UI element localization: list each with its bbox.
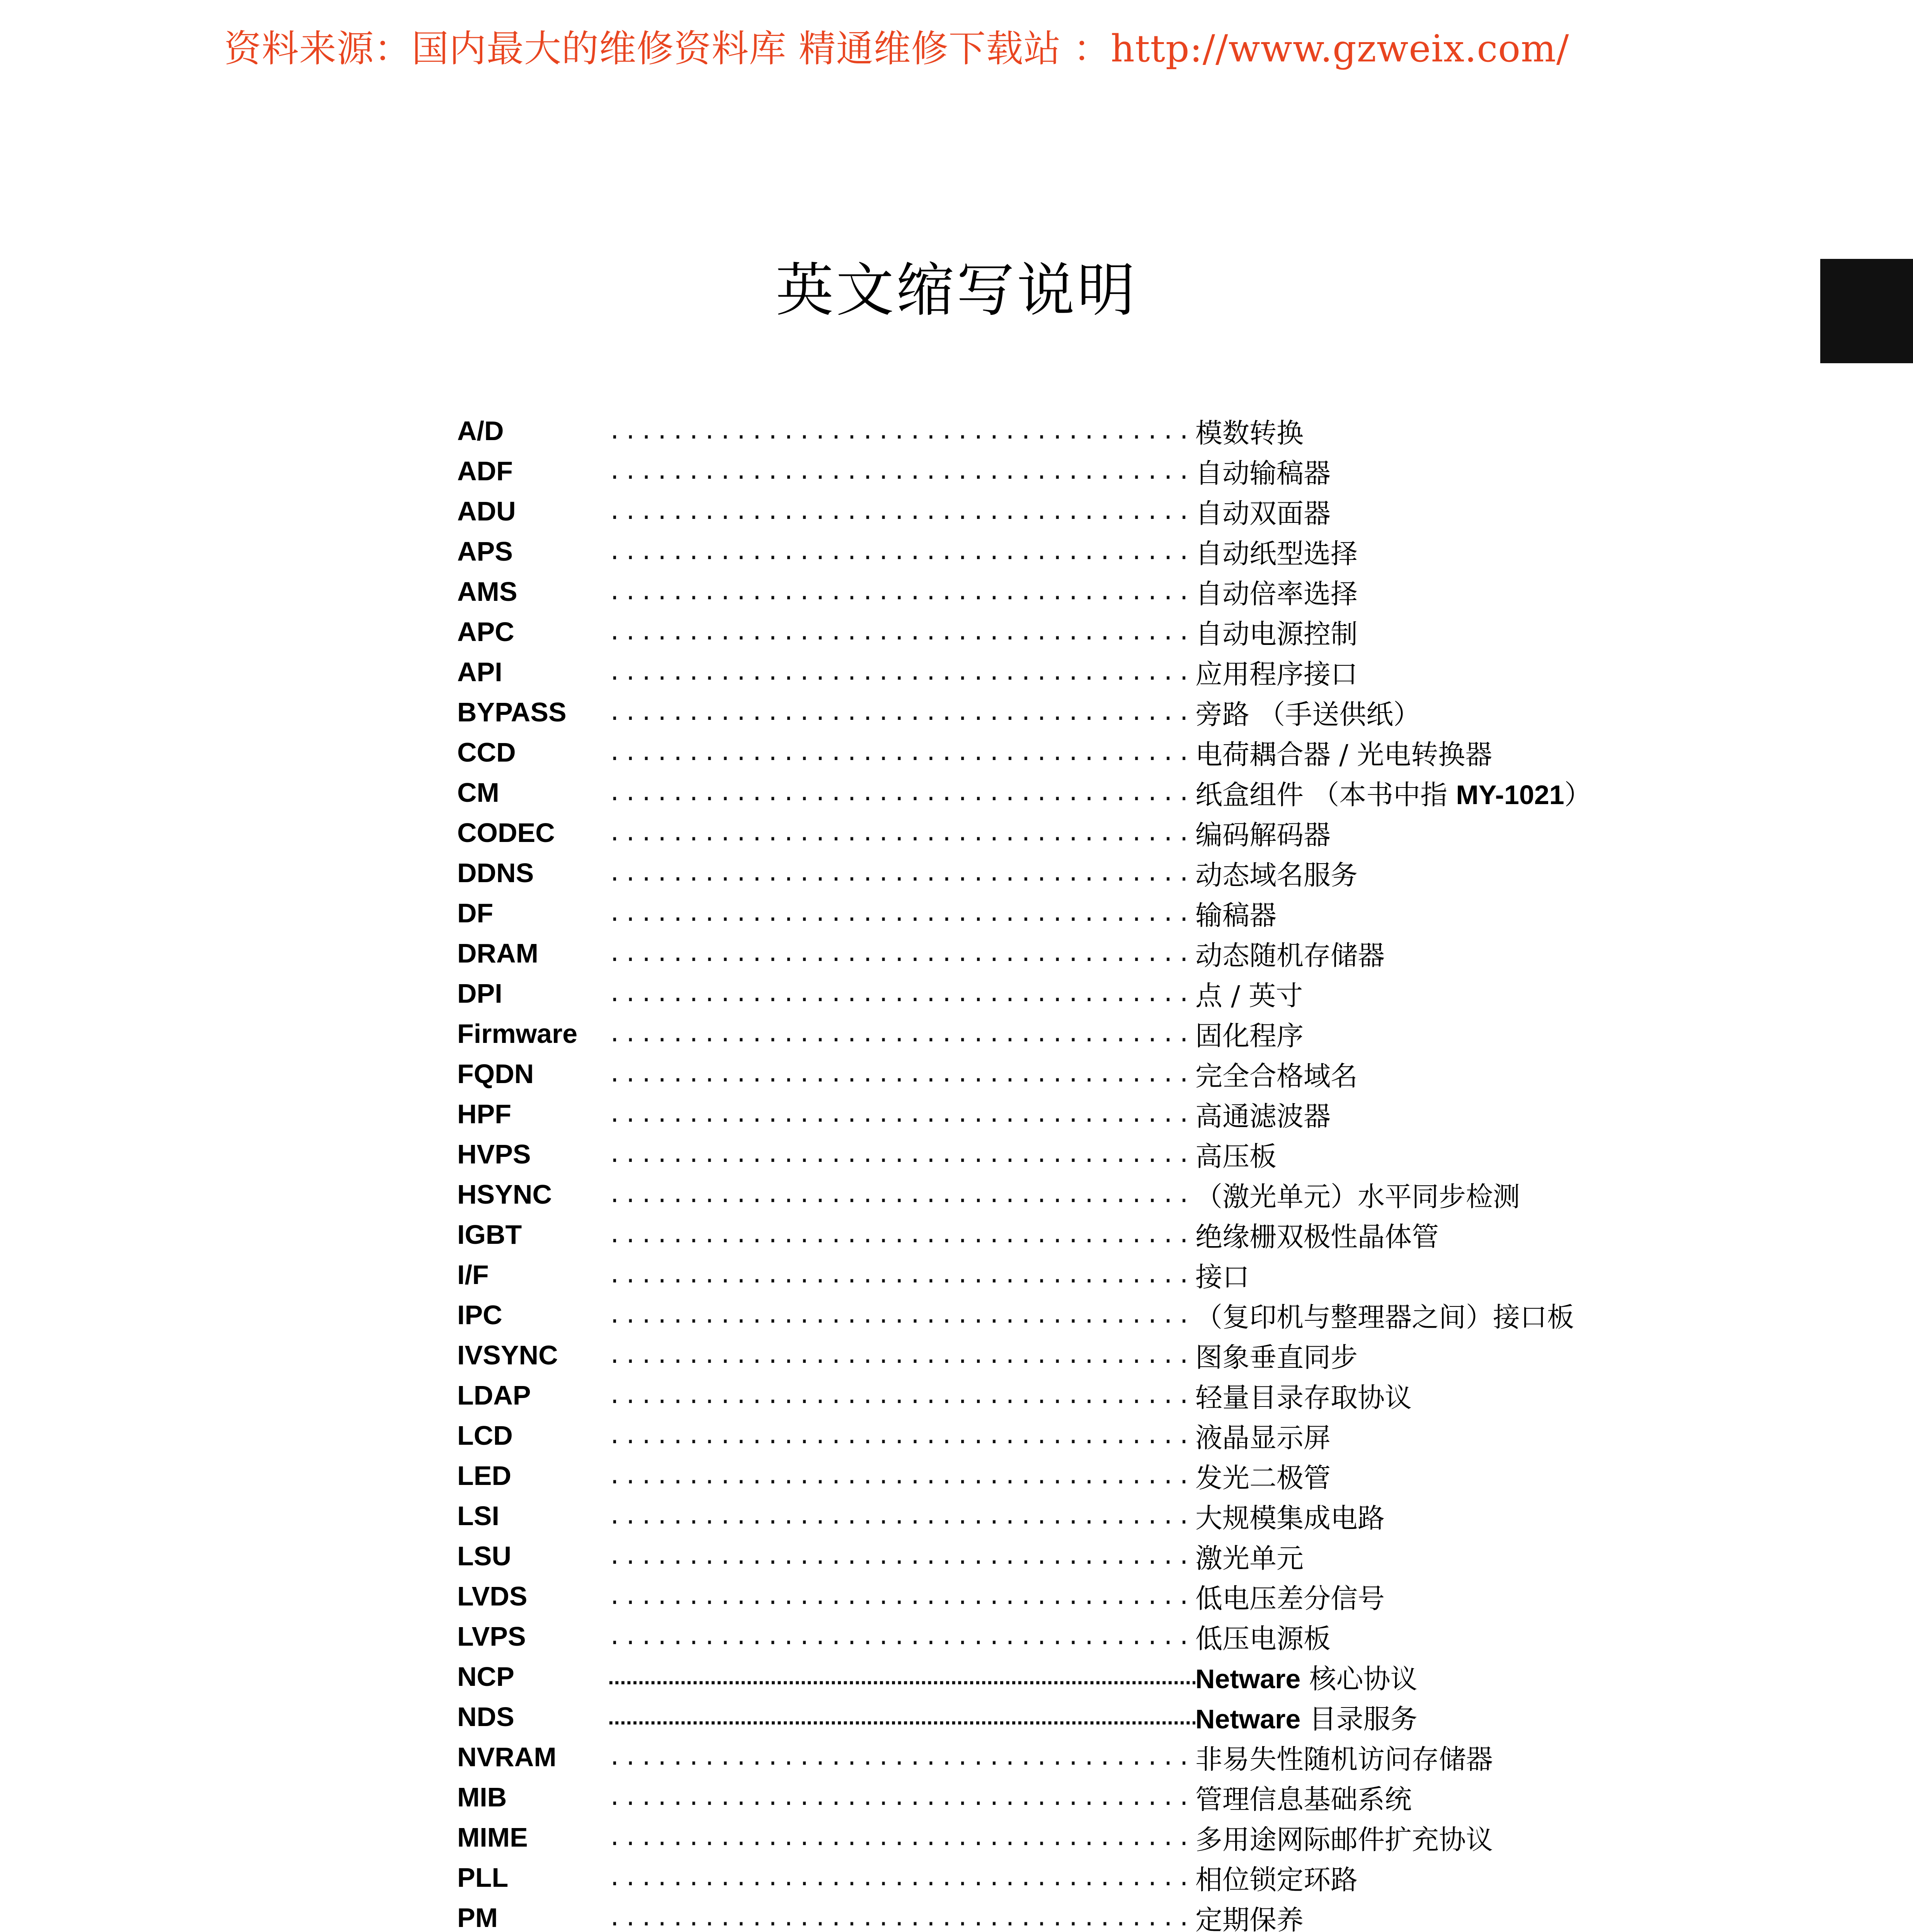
list-item	[457, 1536, 1655, 1576]
dot-leader	[608, 820, 1195, 846]
list-item	[457, 411, 1655, 451]
list-item	[457, 491, 1655, 531]
abbreviation-meaning: 激光单元	[1195, 1542, 1304, 1574]
dot-leader	[608, 1905, 1195, 1931]
abbreviation-meaning: （复印机与整理器之间）接口板	[1195, 1301, 1574, 1333]
abbreviation-meaning: 轻量目录存取协议	[1195, 1381, 1412, 1413]
list-item	[457, 1094, 1655, 1134]
abbreviation-meaning: 电荷耦合器 / 光电转换器	[1195, 738, 1493, 770]
list-item	[457, 893, 1655, 933]
dot-leader	[608, 1141, 1195, 1167]
dot-leader	[608, 1543, 1195, 1569]
abbreviation-meaning: 自动电源控制	[1195, 618, 1358, 650]
source-watermark: 资料来源：国内最大的维修资料库 精通维修下载站 ：http://www.gzweix.com/	[224, 27, 1569, 70]
dot-leader	[608, 1382, 1195, 1408]
list-item	[457, 772, 1655, 813]
dot-leader	[608, 1020, 1195, 1047]
dot-leader	[608, 1061, 1195, 1087]
dot-leader	[608, 1262, 1195, 1288]
abbreviation: HSYNC	[457, 1179, 552, 1209]
abbreviation-meaning: 发光二极管	[1195, 1462, 1331, 1494]
dot-leader	[608, 699, 1195, 725]
abbreviation: API	[457, 657, 502, 687]
dot-leader	[608, 1463, 1195, 1489]
list-item	[457, 1777, 1655, 1817]
abbreviation-meaning: 自动纸型选择	[1195, 537, 1358, 570]
list-item	[457, 732, 1655, 772]
dot-leader	[608, 900, 1195, 926]
abbreviation: BYPASS	[457, 697, 567, 727]
abbreviation-meaning: 多用途网际邮件扩充协议	[1195, 1823, 1493, 1855]
dot-leader	[608, 418, 1195, 444]
dot-leader	[608, 779, 1195, 806]
dot-leader	[608, 1664, 1195, 1689]
abbreviation-meaning: 高压板	[1195, 1140, 1276, 1172]
dot-leader	[608, 739, 1195, 765]
list-item	[457, 1054, 1655, 1094]
list-item	[457, 1817, 1655, 1857]
abbreviation-meaning: 自动双面器	[1195, 497, 1331, 529]
list-item	[457, 1576, 1655, 1616]
abbreviation: CODEC	[457, 818, 555, 848]
abbreviation-meaning: 低电压差分信号	[1195, 1582, 1385, 1614]
list-item	[457, 1335, 1655, 1375]
dot-leader	[608, 1302, 1195, 1328]
list-item	[457, 1214, 1655, 1255]
dot-leader	[608, 659, 1195, 685]
abbreviation-meaning: 大规模集成电路	[1195, 1502, 1385, 1534]
abbreviation-meaning: （激光单元）水平同步检测	[1195, 1180, 1520, 1213]
abbreviation: NCP	[457, 1662, 514, 1692]
abbreviation-meaning: 应用程序接口	[1195, 658, 1358, 690]
abbreviation: PLL	[457, 1862, 509, 1893]
abbreviation: A/D	[457, 416, 504, 446]
abbreviation: DRAM	[457, 938, 538, 968]
dot-leader	[608, 1342, 1195, 1368]
list-item	[457, 1174, 1655, 1214]
abbreviation-meaning: 自动倍率选择	[1195, 578, 1358, 610]
list-item	[457, 531, 1655, 571]
abbreviation: IPC	[457, 1300, 502, 1330]
abbreviation-meaning: 固化程序	[1195, 1020, 1304, 1052]
abbreviation-meaning: 定期保养	[1195, 1904, 1304, 1932]
list-item	[457, 1857, 1655, 1898]
abbreviation: MIME	[457, 1822, 528, 1852]
abbreviation: AMS	[457, 577, 517, 607]
abbreviation: LDAP	[457, 1380, 531, 1410]
dot-leader	[608, 538, 1195, 565]
abbreviation: ADU	[457, 496, 516, 526]
list-item	[457, 692, 1655, 732]
abbreviation-meaning: 高通滤波器	[1195, 1100, 1331, 1132]
abbreviation-meaning: 液晶显示屏	[1195, 1422, 1331, 1454]
abbreviation-meaning: 纸盒组件 （本书中指 MY-1021）	[1195, 779, 1591, 811]
abbreviation: LVDS	[457, 1581, 528, 1611]
list-item	[457, 1697, 1655, 1737]
abbreviation-meaning: 绝缘栅双极性晶体管	[1195, 1221, 1439, 1253]
abbreviation: CM	[457, 777, 499, 808]
dot-leader	[608, 980, 1195, 1007]
dot-leader	[608, 860, 1195, 886]
abbreviation-meaning: 完全合格域名	[1195, 1060, 1358, 1092]
dot-leader	[608, 1101, 1195, 1127]
abbreviation: LVPS	[457, 1621, 526, 1651]
abbreviation: NVRAM	[457, 1742, 557, 1772]
abbreviation: LSI	[457, 1501, 499, 1531]
list-item	[457, 973, 1655, 1014]
abbreviation-meaning: 低压电源板	[1195, 1622, 1331, 1655]
page-title: 英文缩写说明	[775, 257, 1137, 324]
abbreviation: HVPS	[457, 1139, 531, 1169]
dot-leader	[608, 1503, 1195, 1529]
list-item	[457, 813, 1655, 853]
abbreviation: DDNS	[457, 858, 534, 888]
list-item	[457, 1255, 1655, 1295]
abbreviation-meaning: 旁路 （手送供纸）	[1195, 698, 1421, 730]
abbreviation: APC	[457, 617, 514, 647]
list-item	[457, 571, 1655, 612]
abbreviation: LCD	[457, 1420, 513, 1451]
list-item	[457, 1375, 1655, 1415]
abbreviation-meaning: 图象垂直同步	[1195, 1341, 1358, 1373]
abbreviation: HPF	[457, 1099, 511, 1129]
list-item	[457, 1656, 1655, 1697]
abbreviation: LED	[457, 1461, 511, 1491]
dot-leader	[608, 940, 1195, 966]
abbreviation: DF	[457, 898, 494, 928]
abbreviation-meaning: 点 / 英寸	[1195, 980, 1303, 1012]
abbreviation-meaning: 输稿器	[1195, 899, 1276, 931]
abbreviation-meaning: 动态域名服务	[1195, 859, 1358, 891]
dot-leader	[608, 498, 1195, 524]
dot-leader	[608, 1422, 1195, 1449]
abbreviation-meaning: 模数转换	[1195, 417, 1304, 449]
list-item	[457, 1415, 1655, 1456]
list-item	[457, 1014, 1655, 1054]
abbreviation-meaning: Netware 目录服务	[1195, 1703, 1418, 1735]
dot-leader	[608, 1744, 1195, 1770]
dot-leader	[608, 1704, 1195, 1730]
abbreviation-meaning: 接口	[1195, 1261, 1249, 1293]
abbreviation-meaning: 相位锁定环路	[1195, 1864, 1358, 1896]
abbreviation-meaning: 非易失性随机访问存储器	[1195, 1743, 1493, 1775]
abbreviation-meaning: 编码解码器	[1195, 819, 1331, 851]
abbreviation: I/F	[457, 1260, 489, 1290]
abbreviation: NDS	[457, 1702, 514, 1732]
abbreviation: MIB	[457, 1782, 507, 1812]
dot-leader	[608, 619, 1195, 645]
abbreviation-meaning: 动态随机存储器	[1195, 939, 1385, 971]
dot-leader	[608, 458, 1195, 484]
list-item	[457, 1737, 1655, 1777]
dot-leader	[608, 1824, 1195, 1850]
abbreviation: FQDN	[457, 1059, 534, 1089]
abbreviation: IVSYNC	[457, 1340, 558, 1370]
dot-leader	[608, 1623, 1195, 1650]
abbreviation-meaning: 管理信息基础系统	[1195, 1783, 1412, 1815]
abbreviation: LSU	[457, 1541, 511, 1571]
list-item	[457, 1898, 1655, 1932]
abbreviation-meaning: 自动输稿器	[1195, 457, 1331, 489]
list-item	[457, 1295, 1655, 1335]
abbreviation-list	[457, 411, 1655, 1932]
abbreviation: APS	[457, 536, 513, 566]
list-item	[457, 1134, 1655, 1174]
abbreviation: DPI	[457, 978, 502, 1009]
list-item	[457, 1496, 1655, 1536]
abbreviation-meaning: Netware 核心协议	[1195, 1663, 1418, 1695]
list-item	[457, 1616, 1655, 1656]
list-item	[457, 451, 1655, 491]
list-item	[457, 933, 1655, 973]
dot-leader	[608, 1784, 1195, 1810]
list-item	[457, 853, 1655, 893]
dot-leader	[608, 578, 1195, 605]
abbreviation: CCD	[457, 737, 516, 767]
abbreviation: ADF	[457, 456, 513, 486]
abbreviation: PM	[457, 1903, 498, 1932]
abbreviation: IGBT	[457, 1219, 522, 1250]
abbreviation: Firmware	[457, 1019, 578, 1049]
dot-leader	[608, 1583, 1195, 1609]
dot-leader	[608, 1221, 1195, 1248]
list-item	[457, 1456, 1655, 1496]
dot-leader	[608, 1181, 1195, 1208]
list-item	[457, 652, 1655, 692]
list-item	[457, 612, 1655, 652]
dot-leader	[608, 1864, 1195, 1891]
